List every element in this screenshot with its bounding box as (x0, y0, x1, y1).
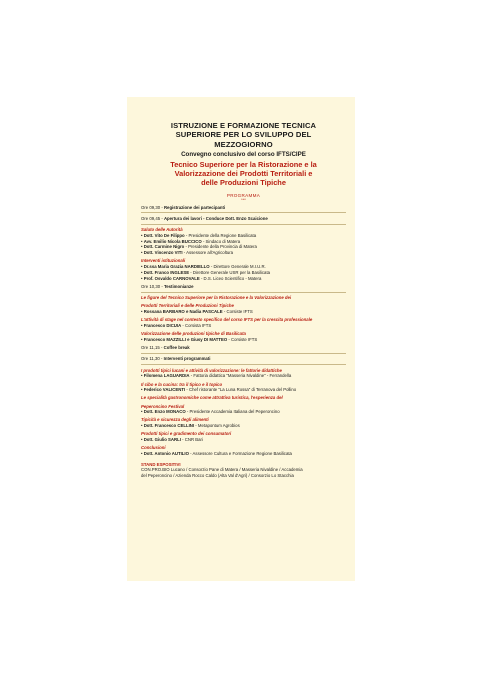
program-brochure (127, 97, 355, 581)
section-heading: Conclusioni (141, 445, 166, 451)
schedule-time-row (141, 284, 346, 290)
divider (141, 292, 346, 293)
speaker-name: Dr.ssa Maria Grazia NARDIELLO (143, 264, 210, 270)
separator: - (159, 345, 164, 351)
bullet-icon: • (141, 308, 144, 314)
section-heading: Peperoncino Festival (141, 403, 185, 409)
speaker-role: - Fattoria didattica "Masseria Nivaldine" - Ferrandella (190, 373, 292, 379)
stand-line-2: del Peperoncino / Azienda Rocco Caldo (Alta Val d'Agri) / Consorzio Lo Stacchia (141, 472, 294, 478)
speaker-role: - D.S. Liceo Scientifico - Matera (200, 275, 262, 281)
bullet-icon: • (141, 409, 144, 415)
section-heading: L'attività di stage nel contesto specifico del corso IFTS per la crescita professionale (141, 317, 313, 323)
speaker-row (141, 323, 346, 329)
divider (141, 212, 346, 213)
divider (141, 224, 346, 225)
time: Ore 11,30 (141, 356, 160, 362)
bullet-icon: • (141, 269, 144, 275)
speaker-row (141, 423, 346, 429)
bullet-icon: • (141, 436, 144, 442)
course-title-line-1: Tecnico Superiore per la Ristorazione e la (170, 160, 317, 170)
speaker-role: - Corsiste IFTS (223, 308, 253, 314)
speaker-name: Federico VALICENTI (143, 387, 186, 393)
divider (141, 364, 346, 365)
bullet-icon: • (141, 238, 144, 244)
time-label: Interventi programmati (163, 356, 211, 362)
bullet-icon: • (141, 387, 144, 393)
speaker-role: - Metapontum Agrobios (195, 422, 240, 428)
speaker-name: Francesco DICUIA (143, 322, 182, 328)
speaker-row (141, 276, 346, 282)
bullet-icon: • (141, 250, 144, 256)
speaker-row (141, 437, 346, 443)
speaker-row (141, 387, 346, 393)
bullet-icon: • (141, 450, 144, 456)
speaker-name: Francesco MAZZILLI e Giusy DI MATTEO (143, 336, 228, 342)
speaker-role: - Corsista IFTS (182, 322, 212, 328)
speaker-name: Dott. Francesco CELLINI (143, 422, 195, 428)
stars-divider: *** (241, 196, 246, 202)
programma-heading: PROGRAMMA (226, 192, 261, 198)
divider (141, 353, 346, 354)
speaker-role: - Presidente Accademia Italiana del Peperoncino (186, 409, 280, 415)
separator: - (160, 215, 164, 221)
bullet-icon: • (141, 322, 144, 328)
speaker-row (141, 373, 346, 379)
speaker-name: Dott. Franco INGLESE (143, 269, 190, 275)
time: Ore 10,30 (141, 283, 161, 289)
section-heading: I prodotti tipici lucani e attività di valorizzazione: le fattorie didattiche (141, 367, 282, 373)
section-heading: Le figure del Tecnico Superiore per la Ristorazione e la Valorizzazione dei (141, 295, 292, 301)
speaker-role: - Presidente della Provincia di Matera (185, 244, 257, 250)
speaker-role: - Chef ristorante "La Luna Rossa" di Terranova del Pollino (186, 387, 297, 393)
time-label: Testimonianze (163, 283, 194, 289)
separator: - (160, 204, 164, 210)
speaker-role: - Direttore Generale USR per la Basilicata (190, 269, 271, 275)
section-heading: Tipicità e sicurezza degli alimenti (141, 417, 209, 423)
bullet-icon: • (141, 264, 144, 270)
title-line-3: MEZZOGIORNO (214, 139, 273, 149)
bullet-icon: • (141, 232, 144, 238)
speaker-name: Filomena LAGUARDIA (143, 373, 190, 379)
time-label: Registrazione dei partecipanti (163, 204, 226, 210)
speaker-row (141, 309, 346, 315)
schedule-time-row (141, 345, 346, 351)
time: Ore 11,15 (141, 345, 160, 351)
section-heading: Valorizzazione delle produzioni tipiche di Basilicata (141, 331, 246, 337)
speaker-row (141, 451, 346, 457)
separator: - (160, 283, 164, 289)
speaker-role: - Sindaco di Matera (202, 238, 241, 244)
schedule-time-row (141, 205, 346, 211)
title-line-1: ISTRUZIONE E FORMAZIONE TECNICA (170, 121, 317, 130)
stand-line-1: CON.PRO.BIO Lucano / Consorzio Pane di Matera / Masseria Nivaldine / Accademia (141, 467, 303, 473)
speaker-role: - Corsiste IFTS (228, 336, 258, 342)
bullet-icon: • (141, 244, 144, 250)
course-title-line-3: delle Produzioni Tipiche (201, 177, 286, 187)
section-heading: Prodotti Territoriali e delle Produzioni Tipiche (141, 303, 234, 309)
section-heading: Saluto delle Autorità (141, 227, 183, 233)
speaker-role: - CNR Bari (182, 436, 203, 442)
speaker-role: - Presidente della Regione Basilicata (185, 232, 257, 238)
speaker-role: - Direttore Generale M.I.U.R. (210, 264, 266, 270)
schedule-time-row (141, 216, 346, 222)
speaker-name: Prof. Osvaldo CARNOVALE (143, 275, 200, 281)
stand-title: STAND ESPOSITIVI (141, 461, 181, 467)
speaker-role: - Assessore all'Agricoltura (183, 250, 234, 256)
section-heading: Le specialità gastronomiche come attrattiva turistica, l'esperienza del (141, 395, 283, 401)
time-label: Apertura dei lavori - Conduce Dott. Enzo Scaicione (163, 215, 268, 221)
speaker-name: Rossana BARBARO e Nadia PASCALE (143, 308, 223, 314)
speaker-name: Avv. Emilio Nicola BUCCICO (143, 238, 202, 244)
speaker-row (141, 250, 346, 256)
bullet-icon: • (141, 422, 144, 428)
time: Ore 09,45 (141, 215, 161, 221)
speaker-name: Dott. Carmine Nigro (143, 244, 185, 250)
speaker-name: Dott. Enzo MONACO (143, 409, 186, 415)
section-heading: Interventi istituzionali (141, 258, 186, 264)
speaker-name: Dott. Vito De Filippo (143, 232, 185, 238)
speaker-role: - Assessore Cultura e Formazione Regione Basilicata (190, 450, 292, 456)
subtitle: Convegno conclusivo del corso IFTS/CIPE (181, 151, 306, 159)
title-line-2: SUPERIORE PER LO SVILUPPO DEL (175, 130, 312, 140)
section-heading: Prodotti tipici e gradimento dei consumatori (141, 431, 232, 437)
time: Ore 09,30 (141, 204, 161, 210)
speaker-row (141, 337, 346, 343)
speaker-name: Dott. Vincenzo VITI (143, 250, 183, 256)
schedule-time-row (141, 356, 346, 362)
speaker-name: Dott. Giulio SARLI (143, 436, 181, 442)
bullet-icon: • (141, 275, 144, 281)
bullet-icon: • (141, 373, 144, 379)
section-heading: Il cibo e la cucina: tra il tipico e il topico (141, 381, 223, 387)
bullet-icon: • (141, 336, 144, 342)
separator: - (159, 356, 164, 362)
speaker-name: Dott. Antonio AUTILIO (143, 450, 189, 456)
time-label: Coffee break (163, 345, 190, 351)
course-title-line-2: Valorizzazione dei Prodotti Territoriali e (174, 169, 313, 179)
speaker-row (141, 409, 346, 415)
program-list (141, 205, 346, 457)
